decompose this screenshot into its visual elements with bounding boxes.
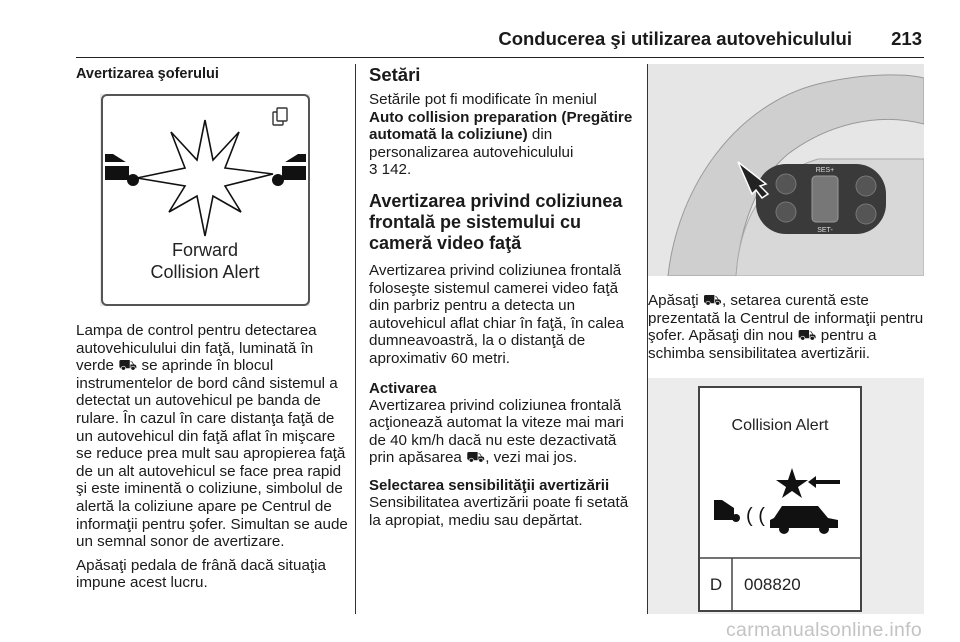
sensitivity-heading: Selectarea sensibilităţii avertizării (369, 476, 610, 494)
steering-wheel-figure (648, 64, 924, 276)
col1-paragraph-2: Apăsaţi pedala de frână dacă situaţia impune acest lucru. (76, 556, 326, 592)
column-2 (369, 64, 633, 529)
collision-alert-display-figure (648, 378, 924, 614)
col1-paragraph-1: Lampa de control pentru detectarea autovehiculului din faţă, luminată în verde ⛟ se aprinde în blocul instrumentelor de bord când sistemul a detectat un autovehicul pe banda de rulare. În cazul în care distanţa faţă de un autovehicul din faţă aflat în mişcare se reduce prea mult sau apropierea faţă de un alt autovehicul se face prea rapid şi este iminentă o coliziune, simbolul de alertă la coliziune apare pe Centrul de informaţii pentru şofer. Simultan se aude un semnal sonor de avertizare. (76, 322, 348, 551)
collision-alert-button (776, 174, 796, 194)
car-right-icon (272, 154, 306, 186)
sensitivity-paragraph: Sensibilitatea avertizării poate fi setată la apropiat, mediu sau depărtat. (369, 493, 629, 529)
fcw-paragraph: Avertizarea privind coliziunea frontală foloseşte sistemul camerei video faţă din parbriz pentru a detecta un autovehicul aflat chiar în faţă, în calea dumneavoastră, la o distanţă de aproximativ 60 metri. (369, 261, 624, 367)
forward-collision-alert-figure (100, 94, 310, 306)
display-title: Collision Alert (731, 417, 829, 435)
left-arrow-icon (808, 476, 840, 488)
alert-star-icon (776, 468, 808, 498)
page-header (76, 20, 924, 52)
limiter-button (856, 204, 876, 224)
col3-paragraph: Apăsaţi ⛟, setarea curentă este prezentată la Centrul de informaţii pentru şofer. Apăsaţi din nou ⛟ pentru a schimba sensibilitatea avertizării. (648, 292, 924, 362)
vehicle-ahead-icon (770, 506, 838, 534)
settings-text-b: din personalizarea autovehiculului (369, 126, 574, 161)
steering-wheel-graphic (648, 64, 924, 276)
column-divider-1 (355, 64, 356, 614)
set-label: SET- (817, 227, 833, 234)
collision-alert-graphic (103, 96, 308, 304)
copy-icon (273, 108, 287, 125)
distance-bracket-icon: ( ( (746, 505, 765, 528)
settings-menu-name: Auto collision preparation (Pregătire automată la coliziune) (369, 108, 633, 144)
subsection-title: Avertizarea şoferului (76, 66, 219, 82)
watermark: carmanualsonline.info (726, 619, 922, 641)
thumbwheel (812, 176, 838, 222)
display-graphic (700, 388, 860, 610)
collision-star-icon (137, 120, 273, 236)
figure-text-line2: Collision Alert (149, 262, 260, 282)
cruise-button (856, 176, 876, 196)
section-title-setari: Setări (369, 64, 421, 85)
activation-heading: Activarea (369, 379, 437, 397)
code-letter: D (709, 575, 723, 595)
page-number: 213 (891, 28, 922, 49)
figure-text-line1: Forward (171, 240, 238, 260)
car-left-icon (105, 154, 139, 186)
settings-page-ref: 3 142. (369, 161, 412, 179)
display-panel (698, 386, 862, 612)
activation-paragraph: Avertizarea privind coliziunea frontală acţionează automat la viteze mai mari de 40 km/h dacă nu este dezactivată prin apăsarea ⛟, vezi mai jos. (369, 396, 624, 467)
fcw-camera-heading: Avertizarea privind coliziunea frontală pe sistemului cu cameră video faţă (369, 190, 623, 253)
sensitivity-car-icon (714, 500, 740, 522)
column-3 (648, 64, 924, 614)
res-label: RES+ (815, 167, 835, 174)
column-1 (76, 64, 348, 592)
settings-text-a: Setările pot fi modificate în meniul (369, 91, 597, 108)
figure-code: 008820 (744, 575, 801, 595)
alert-display-panel (101, 94, 310, 306)
distance-button (776, 202, 796, 222)
settings-paragraph (369, 91, 633, 179)
page-title: Conducerea şi utilizarea autovehiculului (498, 28, 852, 49)
header-rule (76, 57, 924, 58)
